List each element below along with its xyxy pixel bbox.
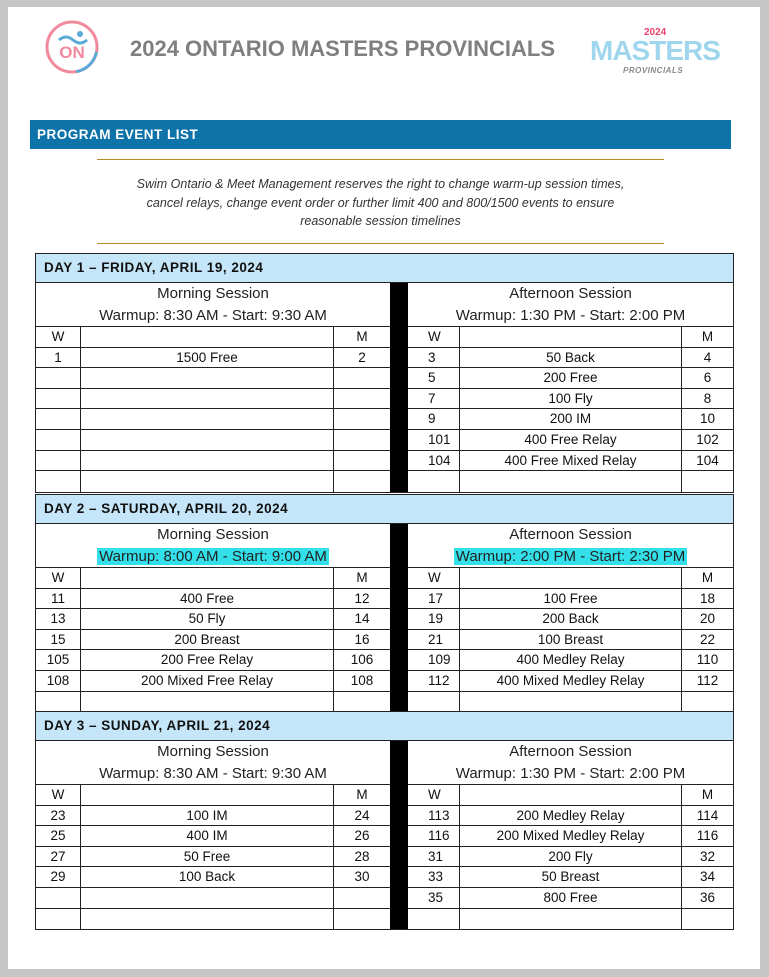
women-event-number: 33	[408, 867, 460, 887]
column-header-row	[36, 785, 390, 806]
women-event-number: 5	[408, 368, 460, 388]
event-row	[36, 909, 390, 930]
afternoon-session	[408, 741, 733, 929]
women-event-number: 21	[408, 630, 460, 650]
event-name	[460, 471, 682, 492]
warmup-text: Warmup: 8:00 AM - Start: 9:00 AM	[99, 548, 327, 565]
women-event-number: 1	[36, 348, 81, 368]
session-divider	[390, 741, 408, 929]
women-event-number: 7	[408, 389, 460, 409]
event-row	[36, 368, 390, 389]
session-divider	[390, 283, 408, 492]
event-row	[408, 348, 733, 369]
men-column-header: M	[356, 787, 368, 802]
event-name: 50 Fly	[81, 609, 334, 629]
swim-ontario-logo	[45, 20, 99, 74]
women-event-number: 109	[408, 650, 460, 670]
session-title: Morning Session	[157, 285, 269, 302]
event-row	[36, 609, 390, 630]
event-row	[408, 650, 733, 671]
event-name: 200 Medley Relay	[460, 806, 682, 826]
event-row	[36, 826, 390, 847]
session-title: Afternoon Session	[509, 526, 632, 543]
men-column-header: M	[356, 570, 368, 585]
event-name: 400 Mixed Medley Relay	[460, 671, 682, 691]
event-row	[408, 368, 733, 389]
men-event-number: 24	[354, 807, 370, 823]
women-event-number: 17	[408, 589, 460, 609]
logo-word: MASTERS	[590, 35, 720, 66]
masters-provincials-logo	[588, 25, 728, 83]
day-1-table	[35, 253, 734, 493]
morning-session	[36, 283, 390, 492]
session-title: Morning Session	[157, 743, 269, 760]
women-event-number	[36, 368, 81, 388]
event-name: 100 Free	[460, 589, 682, 609]
event-row	[36, 589, 390, 610]
event-row	[408, 888, 733, 909]
morning-session	[36, 741, 390, 929]
event-name: 50 Back	[460, 348, 682, 368]
event-name: 800 Free	[460, 888, 682, 908]
men-event-number: 12	[354, 590, 370, 606]
women-event-number: 108	[36, 671, 81, 691]
women-event-number: 116	[408, 826, 460, 846]
column-header-row	[408, 568, 733, 589]
event-row	[408, 630, 733, 651]
women-event-number	[36, 909, 81, 930]
event-column-header	[81, 568, 334, 588]
event-name: 50 Breast	[460, 867, 682, 887]
men-event-number: 14	[354, 611, 370, 627]
event-name	[81, 692, 334, 713]
men-column-header: M	[701, 570, 714, 585]
column-header-row	[408, 785, 733, 806]
event-name: 400 Free Mixed Relay	[460, 451, 682, 471]
men-event-number: 30	[354, 869, 370, 885]
men-column-header: M	[701, 787, 714, 802]
men-event-number	[682, 692, 733, 713]
women-event-number: 3	[408, 348, 460, 368]
women-event-number	[36, 389, 81, 409]
event-row	[408, 409, 733, 430]
event-name	[81, 451, 334, 471]
warmup-line	[36, 546, 390, 568]
women-column-header: W	[408, 785, 460, 805]
event-name: 200 Mixed Medley Relay	[460, 826, 682, 846]
men-event-number	[334, 409, 390, 429]
notice-line: Swim Ontario & Meet Management reserves the right to change warm-up session times,	[136, 177, 625, 191]
warmup-text: Warmup: 8:30 AM - Start: 9:30 AM	[99, 765, 327, 782]
event-name: 400 Medley Relay	[460, 650, 682, 670]
women-event-number	[408, 909, 460, 930]
event-name: 200 Breast	[81, 630, 334, 650]
warmup-line	[36, 305, 390, 327]
session-title: Afternoon Session	[509, 743, 632, 760]
event-row	[408, 847, 733, 868]
event-row	[36, 451, 390, 472]
event-column-header	[81, 327, 334, 347]
men-event-number: 8	[703, 390, 712, 406]
warmup-text: Warmup: 8:30 AM - Start: 9:30 AM	[99, 307, 327, 324]
event-row	[36, 471, 390, 492]
notice-bottom-rule	[97, 243, 664, 244]
men-event-number: 6	[703, 370, 712, 386]
men-column-header: M	[701, 329, 714, 344]
event-row	[36, 867, 390, 888]
men-event-number: 114	[696, 807, 719, 823]
men-event-number: 110	[696, 652, 719, 668]
afternoon-session	[408, 524, 733, 712]
day-heading: DAY 1 – FRIDAY, APRIL 19, 2024	[36, 254, 733, 283]
logo-year: 2024	[644, 27, 667, 38]
women-event-number	[36, 692, 81, 713]
men-column-header: M	[356, 329, 368, 344]
event-row	[36, 630, 390, 651]
women-event-number: 19	[408, 609, 460, 629]
morning-session	[36, 524, 390, 712]
event-name	[81, 409, 334, 429]
event-name: 400 Free	[81, 589, 334, 609]
women-event-number: 101	[408, 430, 460, 450]
event-name	[81, 389, 334, 409]
women-event-number: 113	[408, 806, 460, 826]
event-row	[408, 909, 733, 930]
event-column-header	[81, 785, 334, 805]
session-title: Morning Session	[157, 526, 269, 543]
event-row	[36, 888, 390, 909]
column-header-row	[36, 327, 390, 348]
event-name	[81, 368, 334, 388]
notice-line: cancel relays, change event order or further limit 400 and 800/1500 events to ensure	[146, 195, 615, 210]
women-event-number: 104	[408, 451, 460, 471]
event-row	[36, 806, 390, 827]
men-event-number	[334, 692, 390, 713]
event-name: 400 IM	[81, 826, 334, 846]
event-row	[408, 671, 733, 692]
event-name: 200 Back	[460, 609, 682, 629]
day-3-table	[35, 711, 734, 930]
men-event-number: 116	[696, 828, 719, 844]
women-event-number: 13	[36, 609, 81, 629]
men-event-number	[334, 389, 390, 409]
event-name: 100 Fly	[460, 389, 682, 409]
warmup-line	[408, 305, 733, 327]
warmup-text: Warmup: 1:30 PM - Start: 2:00 PM	[455, 765, 686, 782]
men-event-number: 2	[358, 349, 366, 365]
event-row	[408, 826, 733, 847]
women-event-number: 25	[36, 826, 81, 846]
men-event-number: 10	[699, 411, 716, 427]
women-event-number	[36, 451, 81, 471]
event-row	[408, 389, 733, 410]
men-event-number: 34	[699, 869, 716, 885]
women-event-number: 35	[408, 888, 460, 908]
men-event-number: 16	[354, 631, 370, 647]
event-row	[408, 692, 733, 713]
warmup-line	[408, 546, 733, 568]
svg-text:ON: ON	[59, 43, 85, 62]
women-event-number	[36, 430, 81, 450]
event-row	[408, 451, 733, 472]
session-title: Afternoon Session	[509, 285, 632, 302]
event-row	[36, 671, 390, 692]
warmup-line	[408, 763, 733, 785]
women-column-header: W	[408, 568, 460, 588]
event-name: 100 Breast	[460, 630, 682, 650]
event-column-header	[460, 327, 682, 347]
event-row	[408, 806, 733, 827]
men-event-number	[682, 471, 733, 492]
event-row	[36, 650, 390, 671]
event-row	[36, 430, 390, 451]
event-name	[81, 909, 334, 930]
event-name	[81, 471, 334, 492]
women-event-number: 9	[408, 409, 460, 429]
men-event-number: 106	[350, 652, 374, 668]
event-row	[36, 409, 390, 430]
event-name: 200 Fly	[460, 847, 682, 867]
men-event-number	[334, 471, 390, 492]
event-row	[408, 609, 733, 630]
event-column-header	[460, 785, 682, 805]
event-name	[81, 888, 334, 908]
men-event-number: 26	[354, 828, 370, 844]
women-column-header: W	[408, 327, 460, 347]
women-column-header: W	[36, 327, 81, 347]
women-event-number: 31	[408, 847, 460, 867]
men-event-number: 18	[699, 590, 716, 606]
event-name: 200 Free Relay	[81, 650, 334, 670]
men-event-number: 22	[699, 631, 716, 647]
event-row	[408, 589, 733, 610]
women-event-number: 29	[36, 867, 81, 887]
session-divider	[390, 524, 408, 712]
event-row	[36, 692, 390, 713]
logo-subtitle: PROVINCIALS	[623, 66, 684, 75]
page-title: 2024 ONTARIO MASTERS PROVINCIALS	[130, 36, 555, 61]
event-name: 200 Mixed Free Relay	[81, 671, 334, 691]
event-name: 200 Free	[460, 368, 682, 388]
women-event-number: 11	[36, 589, 81, 609]
warmup-text: Warmup: 1:30 PM - Start: 2:00 PM	[455, 307, 686, 324]
event-name: 100 Back	[81, 867, 334, 887]
day-heading: DAY 3 – SUNDAY, APRIL 21, 2024	[36, 712, 733, 741]
event-row	[36, 389, 390, 410]
women-event-number	[36, 409, 81, 429]
event-name: 100 IM	[81, 806, 334, 826]
event-row	[36, 348, 390, 369]
notice-text	[97, 175, 664, 231]
men-event-number: 104	[696, 452, 719, 468]
men-event-number	[334, 430, 390, 450]
men-event-number: 108	[350, 672, 374, 688]
notice-line: reasonable session timelines	[300, 214, 461, 228]
event-name	[460, 692, 682, 713]
women-event-number	[408, 471, 460, 492]
men-event-number	[682, 909, 733, 930]
event-row	[408, 471, 733, 492]
notice-top-rule	[97, 159, 664, 160]
women-event-number	[36, 888, 81, 908]
column-header-row	[36, 568, 390, 589]
warmup-line	[36, 763, 390, 785]
event-name	[460, 909, 682, 930]
men-event-number	[334, 368, 390, 388]
women-column-header: W	[36, 568, 81, 588]
event-name: 200 IM	[460, 409, 682, 429]
men-event-number: 36	[699, 889, 716, 905]
men-event-number: 4	[703, 349, 712, 365]
men-event-number: 20	[699, 611, 716, 627]
women-column-header: W	[36, 785, 81, 805]
event-row	[36, 847, 390, 868]
event-column-header	[460, 568, 682, 588]
day-2-table	[35, 494, 734, 713]
women-event-number: 112	[408, 671, 460, 691]
men-event-number: 102	[696, 431, 719, 447]
event-row	[408, 430, 733, 451]
men-event-number	[334, 451, 390, 471]
column-header-row	[408, 327, 733, 348]
men-event-number	[334, 909, 390, 930]
women-event-number: 27	[36, 847, 81, 867]
document-page	[8, 7, 760, 969]
event-name: 1500 Free	[81, 348, 334, 368]
men-event-number: 32	[699, 848, 716, 864]
event-name: 400 Free Relay	[460, 430, 682, 450]
day-heading: DAY 2 – SATURDAY, APRIL 20, 2024	[36, 495, 733, 524]
event-name: 50 Free	[81, 847, 334, 867]
women-event-number: 23	[36, 806, 81, 826]
event-row	[408, 867, 733, 888]
men-event-number: 28	[354, 848, 370, 864]
men-event-number: 112	[696, 672, 719, 688]
women-event-number	[36, 471, 81, 492]
women-event-number: 15	[36, 630, 81, 650]
afternoon-session	[408, 283, 733, 492]
warmup-text: Warmup: 2:00 PM - Start: 2:30 PM	[455, 548, 686, 565]
men-event-number	[334, 888, 390, 908]
section-banner: PROGRAM EVENT LIST	[30, 120, 731, 149]
women-event-number: 105	[36, 650, 81, 670]
event-name	[81, 430, 334, 450]
women-event-number	[408, 692, 460, 713]
